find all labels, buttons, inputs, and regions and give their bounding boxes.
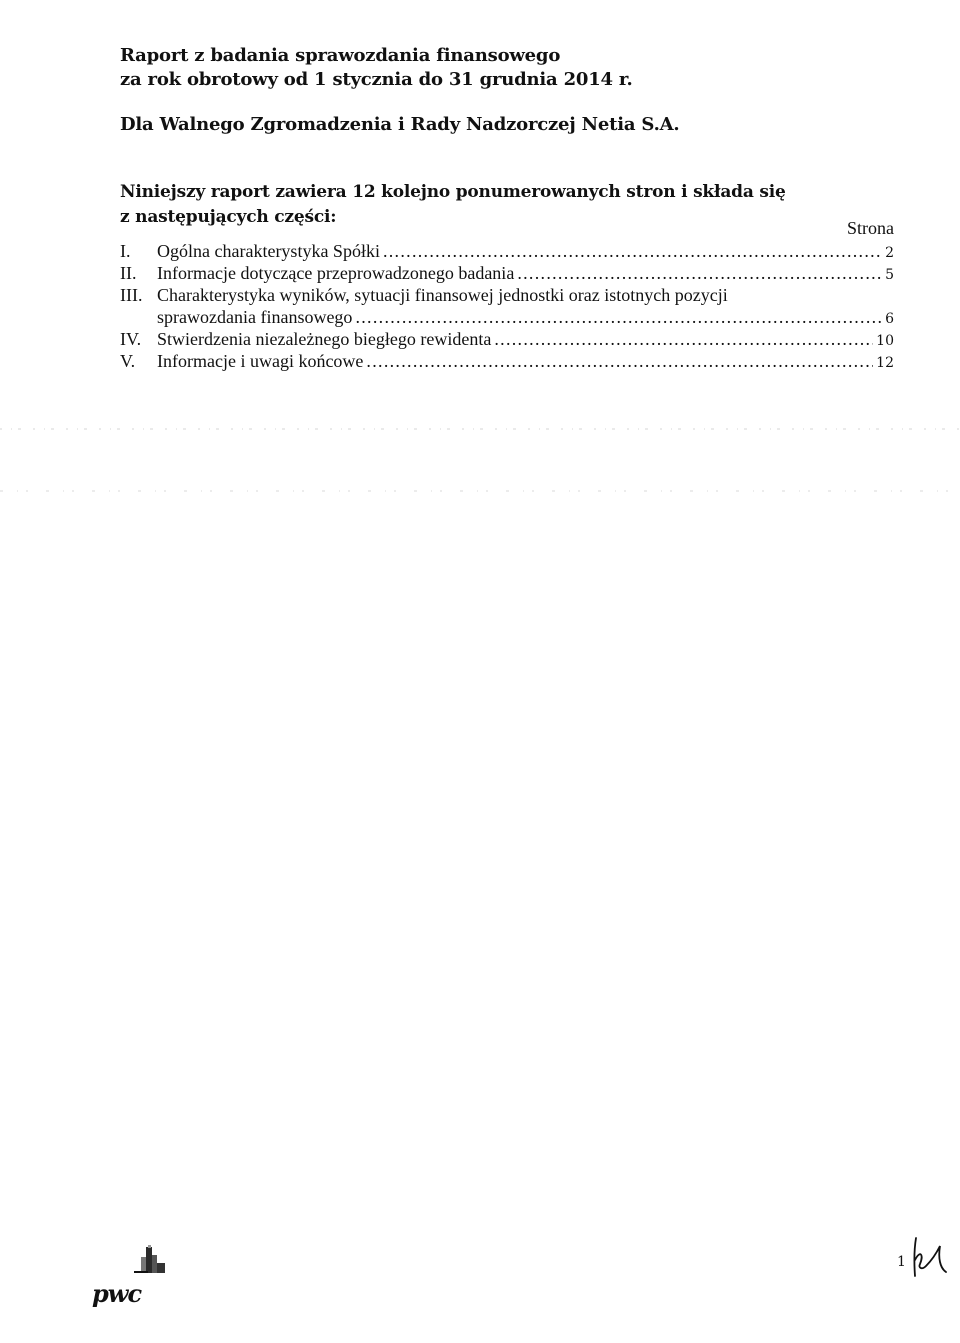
title-line-1: Raport z badania sprawozdania finansowego — [120, 45, 561, 66]
toc-item-page: 2 — [885, 245, 894, 261]
toc-item-page: 10 — [876, 333, 894, 349]
toc-item-page: 6 — [885, 311, 894, 327]
toc-item-title: Ogólna charakterystyka Spółki — [157, 241, 380, 261]
toc-item-number: I. — [120, 241, 131, 261]
toc-item-title: Informacje dotyczące przeprowadzonego badania — [157, 263, 515, 283]
toc-item-title: Stwierdzenia niezależnego biegłego rewidenta — [157, 329, 492, 349]
addressee: Dla Walnego Zgromadzenia i Rady Nadzorczej Netia S.A. — [120, 114, 680, 135]
toc-leader-dots — [494, 328, 873, 350]
scan-noise-strip-2 — [0, 488, 960, 494]
intro-line-2: z następujących części: — [120, 207, 337, 227]
toc-item-number: IV. — [120, 329, 142, 349]
toc-leader-dots — [383, 240, 882, 262]
signature-initials-icon — [906, 1232, 956, 1282]
toc-item-title: Charakterystyka wyników, sytuacji finansowej jednostki oraz istotnych pozycji — [157, 285, 728, 305]
toc-item-1 — [120, 240, 894, 262]
pwc-logo-mark-icon — [132, 1243, 176, 1279]
toc-item-number: III. — [120, 285, 143, 305]
title-line-2: za rok obrotowy od 1 stycznia do 31 grudnia 2014 r. — [120, 69, 633, 90]
toc-item-5 — [120, 350, 894, 372]
page-number: 1 — [897, 1254, 906, 1270]
toc-item-3-continued — [120, 306, 894, 328]
scan-noise-strip-1 — [0, 426, 960, 432]
toc-item-number: II. — [120, 263, 137, 283]
toc-item-2 — [120, 262, 894, 284]
intro-line-1: Niniejszy raport zawiera 12 kolejno ponumerowanych stron i składa się — [120, 182, 786, 202]
toc-item-4 — [120, 328, 894, 350]
toc-leader-dots — [366, 350, 873, 372]
toc-leader-dots — [355, 306, 882, 328]
toc-item-3 — [120, 284, 894, 306]
toc-item-title: Informacje i uwagi końcowe — [157, 351, 364, 371]
toc-leader-dots — [517, 262, 882, 284]
report-title — [120, 44, 633, 92]
toc-item-number: V. — [120, 351, 136, 371]
table-of-contents — [120, 240, 894, 372]
intro-paragraph — [120, 180, 786, 230]
toc-page-header: Strona — [847, 218, 894, 238]
toc-item-page: 5 — [885, 267, 894, 283]
toc-item-title-continued: sprawozdania finansowego — [157, 307, 353, 327]
toc-item-page: 12 — [876, 355, 894, 371]
pwc-logo-text: pwc — [92, 1279, 142, 1308]
